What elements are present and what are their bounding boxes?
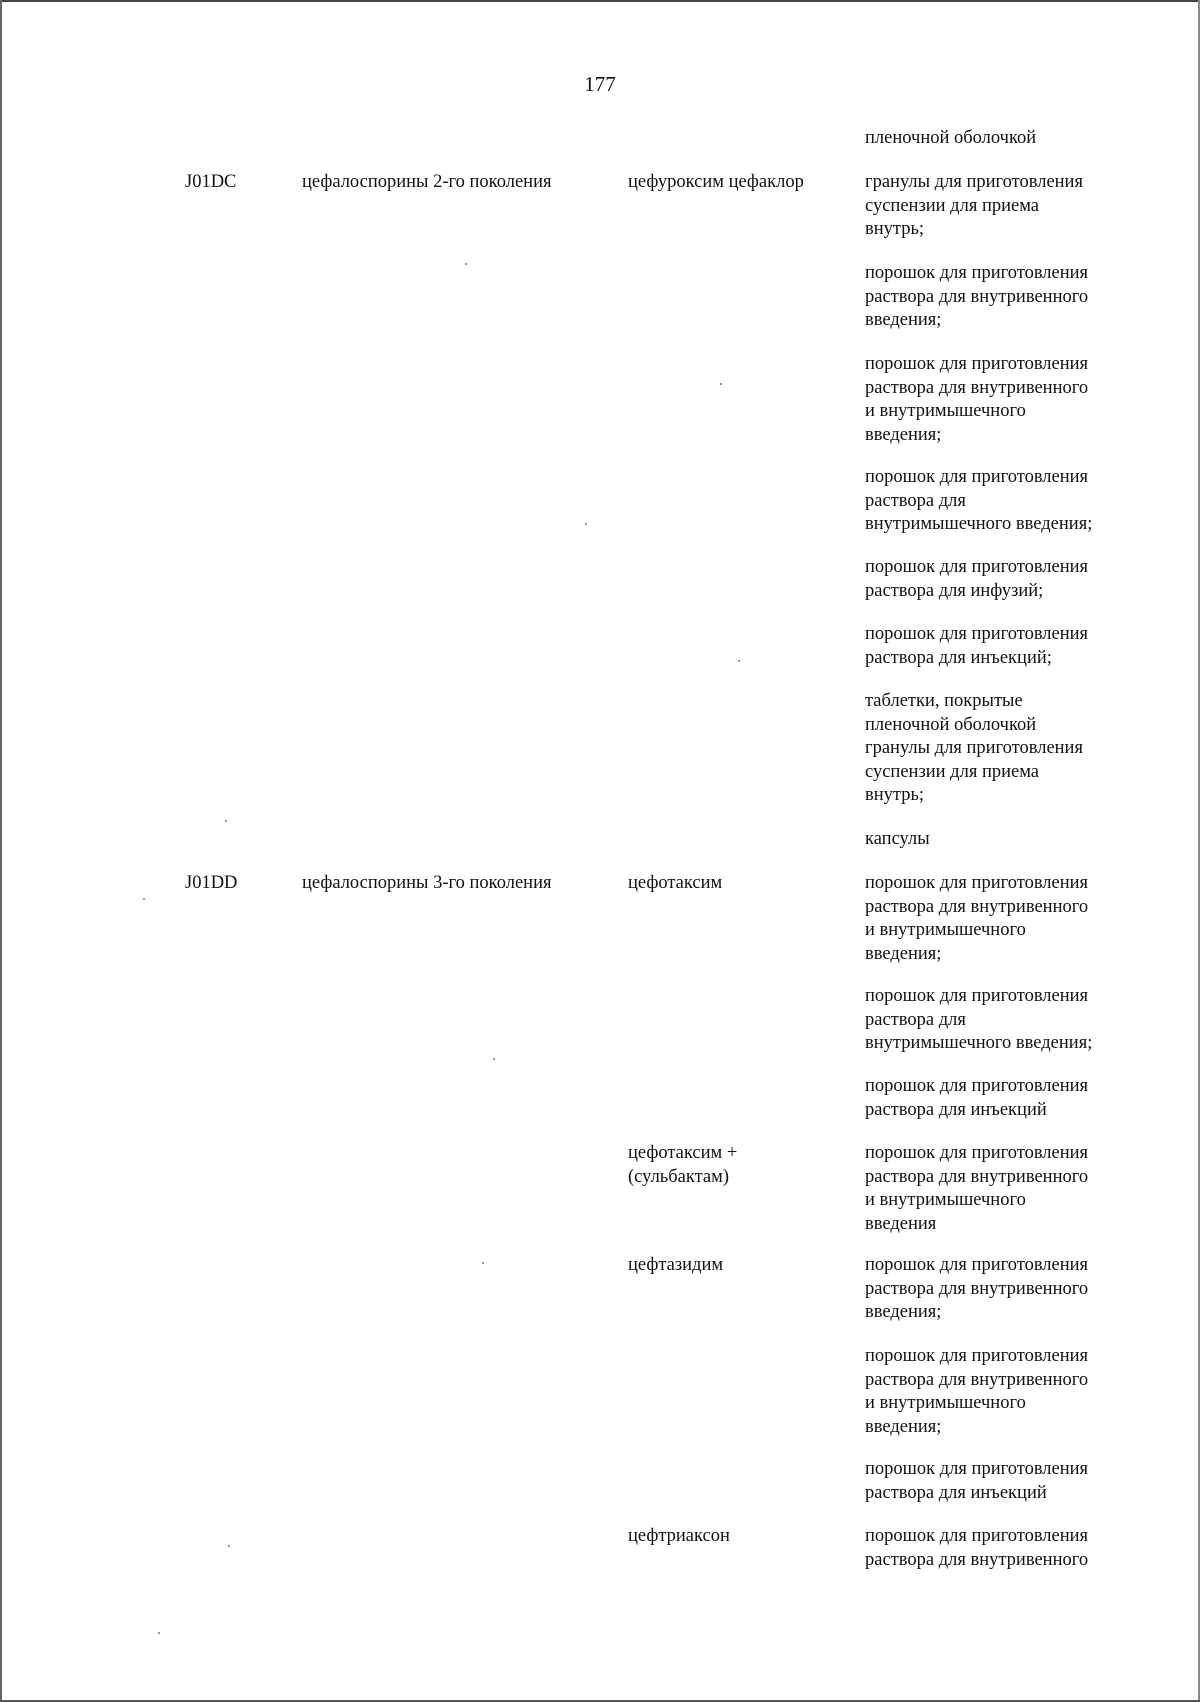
scan-border-left bbox=[0, 0, 2, 1702]
scan-speck bbox=[465, 263, 467, 265]
atc-code: J01DD bbox=[185, 873, 238, 893]
group-name: цефалоспорины 3-го поколения bbox=[302, 873, 552, 893]
form-text: капсулы bbox=[865, 829, 930, 849]
drug-name: цефотаксим + (сульбактам) bbox=[628, 1143, 738, 1187]
scan-speck bbox=[720, 383, 722, 385]
form-text: порошок для приготовления раствора для инъекций; bbox=[865, 624, 1089, 668]
form-text: порошок для приготовления раствора для инъекций bbox=[865, 1459, 1089, 1503]
group-name: цефалоспорины 2-го поколения bbox=[302, 172, 552, 192]
scan-border-top bbox=[0, 0, 1200, 2]
scan-speck bbox=[158, 1632, 160, 1634]
drug-name: цефуроксим цефаклор bbox=[628, 172, 804, 192]
form-text: пленочной оболочкой bbox=[865, 128, 1037, 148]
scan-speck bbox=[143, 898, 145, 900]
atc-code: J01DC bbox=[185, 172, 237, 192]
scan-speck bbox=[493, 1058, 495, 1060]
form-text: порошок для приготовления раствора для внутривенного bbox=[865, 1526, 1089, 1570]
drug-name: цефотаксим bbox=[628, 873, 723, 893]
form-text: порошок для приготовления раствора для внутривенного и внутримышечного введения bbox=[865, 1143, 1089, 1234]
form-text: порошок для приготовления раствора для внутривенного и внутримышечного введения; bbox=[865, 1346, 1089, 1437]
scan-speck bbox=[738, 660, 740, 662]
form-text: таблетки, покрытые пленочной оболочкой гранулы для приготовления суспензии для приема внутрь; bbox=[865, 691, 1083, 805]
form-text: порошок для приготовления раствора для внутривенного введения; bbox=[865, 263, 1089, 330]
scan-speck bbox=[225, 820, 227, 822]
form-text: порошок для приготовления раствора для внутривенного и внутримышечного введения; bbox=[865, 873, 1089, 964]
scan-speck bbox=[482, 1262, 484, 1264]
scan-speck bbox=[228, 1545, 230, 1547]
form-text: порошок для приготовления раствора для внутривенного и внутримышечного введения; bbox=[865, 354, 1089, 445]
scan-speck bbox=[585, 523, 587, 525]
drug-name: цефтазидим bbox=[628, 1255, 724, 1275]
form-text: порошок для приготовления раствора для внутримышечного введения; bbox=[865, 467, 1093, 534]
form-text: порошок для приготовления раствора для внутривенного введения; bbox=[865, 1255, 1089, 1322]
drug-name: цефтриаксон bbox=[628, 1526, 730, 1546]
form-text: порошок для приготовления раствора для внутримышечного введения; bbox=[865, 986, 1093, 1053]
form-text: порошок для приготовления раствора для инфузий; bbox=[865, 557, 1089, 601]
form-text: гранулы для приготовления суспензии для приема внутрь; bbox=[865, 172, 1083, 239]
page-number: 177 bbox=[584, 72, 616, 96]
form-text: порошок для приготовления раствора для инъекций bbox=[865, 1076, 1089, 1120]
